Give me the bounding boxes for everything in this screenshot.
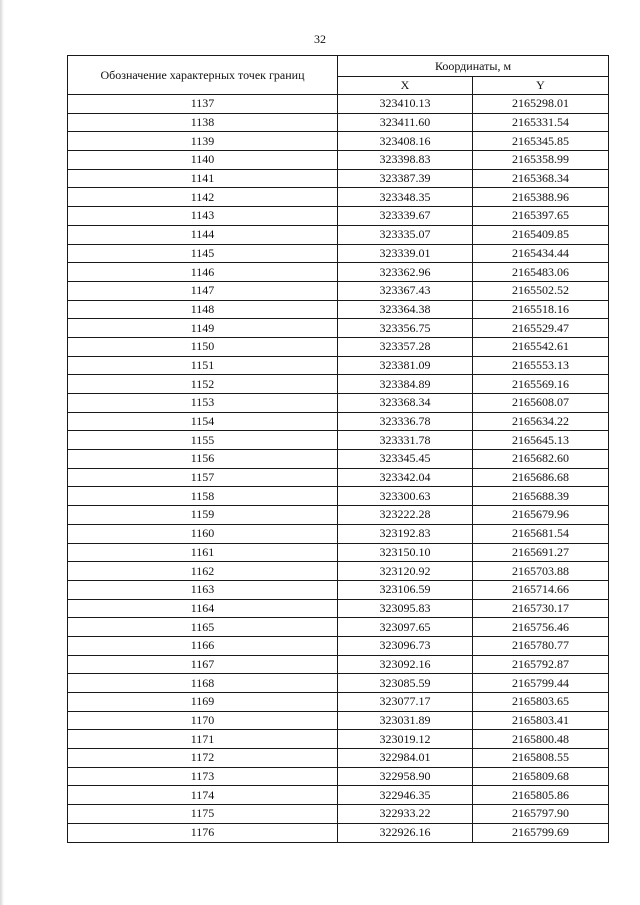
point-designation-cell: 1158	[68, 487, 338, 506]
y-coordinate-cell: 2165409.85	[473, 225, 609, 244]
y-coordinate-cell: 2165792.87	[473, 655, 609, 674]
y-coordinate-cell: 2165645.13	[473, 431, 609, 450]
point-designation-cell: 1159	[68, 506, 338, 525]
x-coordinate-cell: 323364.38	[338, 300, 473, 319]
y-coordinate-cell: 2165358.99	[473, 151, 609, 170]
header-point-designation: Обозначение характерных точек границ	[68, 56, 338, 95]
y-coordinate-cell: 2165756.46	[473, 618, 609, 637]
point-designation-cell: 1165	[68, 618, 338, 637]
table-row	[68, 655, 609, 674]
point-designation-cell: 1169	[68, 693, 338, 712]
y-coordinate-cell: 2165800.48	[473, 730, 609, 749]
table-row	[68, 767, 609, 786]
point-designation-cell: 1152	[68, 375, 338, 394]
table-row	[68, 263, 609, 282]
point-designation-cell: 1154	[68, 412, 338, 431]
table-row	[68, 805, 609, 824]
x-coordinate-cell: 323339.01	[338, 244, 473, 263]
y-coordinate-cell: 2165553.13	[473, 356, 609, 375]
point-designation-cell: 1163	[68, 580, 338, 599]
x-coordinate-cell: 323339.67	[338, 207, 473, 226]
y-coordinate-cell: 2165799.44	[473, 674, 609, 693]
x-coordinate-cell: 323097.65	[338, 618, 473, 637]
point-designation-cell: 1166	[68, 636, 338, 655]
x-coordinate-cell: 323381.09	[338, 356, 473, 375]
table-row	[68, 599, 609, 618]
point-designation-cell: 1161	[68, 543, 338, 562]
y-coordinate-cell: 2165703.88	[473, 562, 609, 581]
coordinates-table	[67, 55, 609, 843]
point-designation-cell: 1167	[68, 655, 338, 674]
table-body	[68, 95, 609, 843]
x-coordinate-cell: 323384.89	[338, 375, 473, 394]
table-row	[68, 95, 609, 114]
table-row	[68, 319, 609, 338]
x-coordinate-cell: 323342.04	[338, 468, 473, 487]
table-row	[68, 506, 609, 525]
point-designation-cell: 1176	[68, 823, 338, 842]
x-coordinate-cell: 323331.78	[338, 431, 473, 450]
page-number: 32	[314, 32, 326, 46]
x-coordinate-cell: 322926.16	[338, 823, 473, 842]
y-coordinate-cell: 2165780.77	[473, 636, 609, 655]
point-designation-cell: 1153	[68, 394, 338, 413]
y-coordinate-cell: 2165681.54	[473, 524, 609, 543]
table-row	[68, 730, 609, 749]
table-row	[68, 375, 609, 394]
y-coordinate-cell: 2165397.65	[473, 207, 609, 226]
table-row	[68, 468, 609, 487]
x-coordinate-cell: 323150.10	[338, 543, 473, 562]
point-designation-cell: 1140	[68, 151, 338, 170]
x-coordinate-cell: 323106.59	[338, 580, 473, 599]
x-coordinate-cell: 323410.13	[338, 95, 473, 114]
x-coordinate-cell: 323019.12	[338, 730, 473, 749]
point-designation-cell: 1174	[68, 786, 338, 805]
table-row	[68, 711, 609, 730]
x-coordinate-cell: 323336.78	[338, 412, 473, 431]
point-designation-cell: 1160	[68, 524, 338, 543]
y-coordinate-cell: 2165803.65	[473, 693, 609, 712]
point-designation-cell: 1148	[68, 300, 338, 319]
y-coordinate-cell: 2165518.16	[473, 300, 609, 319]
y-coordinate-cell: 2165502.52	[473, 281, 609, 300]
point-designation-cell: 1137	[68, 95, 338, 114]
table-row	[68, 412, 609, 431]
x-coordinate-cell: 323357.28	[338, 337, 473, 356]
x-coordinate-cell: 323092.16	[338, 655, 473, 674]
y-coordinate-cell: 2165691.27	[473, 543, 609, 562]
x-coordinate-cell: 322984.01	[338, 749, 473, 768]
point-designation-cell: 1168	[68, 674, 338, 693]
y-coordinate-cell: 2165483.06	[473, 263, 609, 282]
point-designation-cell: 1162	[68, 562, 338, 581]
point-designation-cell: 1164	[68, 599, 338, 618]
y-coordinate-cell: 2165803.41	[473, 711, 609, 730]
table-row	[68, 188, 609, 207]
y-coordinate-cell: 2165809.68	[473, 767, 609, 786]
table-row	[68, 169, 609, 188]
x-coordinate-cell: 323192.83	[338, 524, 473, 543]
x-coordinate-cell: 323077.17	[338, 693, 473, 712]
point-designation-cell: 1146	[68, 263, 338, 282]
y-coordinate-cell: 2165298.01	[473, 95, 609, 114]
table-header	[68, 56, 609, 95]
table-row	[68, 618, 609, 637]
table-row	[68, 543, 609, 562]
table-row	[68, 524, 609, 543]
x-coordinate-cell: 323345.45	[338, 450, 473, 469]
x-coordinate-cell: 323368.34	[338, 394, 473, 413]
x-coordinate-cell: 323300.63	[338, 487, 473, 506]
table-row	[68, 450, 609, 469]
point-designation-cell: 1157	[68, 468, 338, 487]
table-row	[68, 207, 609, 226]
y-coordinate-cell: 2165808.55	[473, 749, 609, 768]
x-coordinate-cell: 323120.92	[338, 562, 473, 581]
point-designation-cell: 1150	[68, 337, 338, 356]
point-designation-cell: 1143	[68, 207, 338, 226]
point-designation-cell: 1172	[68, 749, 338, 768]
x-coordinate-cell: 323356.75	[338, 319, 473, 338]
y-coordinate-cell: 2165679.96	[473, 506, 609, 525]
y-coordinate-cell: 2165434.44	[473, 244, 609, 263]
x-coordinate-cell: 322958.90	[338, 767, 473, 786]
x-coordinate-cell: 323398.83	[338, 151, 473, 170]
point-designation-cell: 1141	[68, 169, 338, 188]
point-designation-cell: 1147	[68, 281, 338, 300]
y-coordinate-cell: 2165542.61	[473, 337, 609, 356]
point-designation-cell: 1170	[68, 711, 338, 730]
x-coordinate-cell: 323411.60	[338, 113, 473, 132]
x-coordinate-cell: 323335.07	[338, 225, 473, 244]
table-row	[68, 300, 609, 319]
table-row	[68, 749, 609, 768]
point-designation-cell: 1138	[68, 113, 338, 132]
table-row	[68, 225, 609, 244]
table-row	[68, 337, 609, 356]
x-coordinate-cell: 323222.28	[338, 506, 473, 525]
point-designation-cell: 1144	[68, 225, 338, 244]
y-coordinate-cell: 2165345.85	[473, 132, 609, 151]
y-coordinate-cell: 2165529.47	[473, 319, 609, 338]
point-designation-cell: 1139	[68, 132, 338, 151]
table-row	[68, 113, 609, 132]
y-coordinate-cell: 2165799.69	[473, 823, 609, 842]
table-row	[68, 431, 609, 450]
point-designation-cell: 1173	[68, 767, 338, 786]
table-row	[68, 151, 609, 170]
table-row	[68, 244, 609, 263]
x-coordinate-cell: 323031.89	[338, 711, 473, 730]
x-coordinate-cell: 323095.83	[338, 599, 473, 618]
x-coordinate-cell: 323096.73	[338, 636, 473, 655]
table-row	[68, 823, 609, 842]
point-designation-cell: 1156	[68, 450, 338, 469]
table-row	[68, 693, 609, 712]
y-coordinate-cell: 2165730.17	[473, 599, 609, 618]
point-designation-cell: 1145	[68, 244, 338, 263]
point-designation-cell: 1149	[68, 319, 338, 338]
y-coordinate-cell: 2165682.60	[473, 450, 609, 469]
table-row	[68, 674, 609, 693]
y-coordinate-cell: 2165388.96	[473, 188, 609, 207]
table-row	[68, 394, 609, 413]
x-coordinate-cell: 323348.35	[338, 188, 473, 207]
header-x: X	[338, 77, 473, 95]
table-row	[68, 487, 609, 506]
point-designation-cell: 1175	[68, 805, 338, 824]
y-coordinate-cell: 2165714.66	[473, 580, 609, 599]
x-coordinate-cell: 323408.16	[338, 132, 473, 151]
table-row	[68, 562, 609, 581]
table-row	[68, 132, 609, 151]
x-coordinate-cell: 323085.59	[338, 674, 473, 693]
point-designation-cell: 1155	[68, 431, 338, 450]
y-coordinate-cell: 2165686.68	[473, 468, 609, 487]
table-row	[68, 786, 609, 805]
header-coordinates: Координаты, м	[338, 56, 609, 77]
scan-edge-shadow	[0, 0, 4, 905]
y-coordinate-cell: 2165569.16	[473, 375, 609, 394]
point-designation-cell: 1151	[68, 356, 338, 375]
table-row	[68, 580, 609, 599]
table-row	[68, 636, 609, 655]
point-designation-cell: 1171	[68, 730, 338, 749]
table-row	[68, 281, 609, 300]
x-coordinate-cell: 322946.35	[338, 786, 473, 805]
y-coordinate-cell: 2165608.07	[473, 394, 609, 413]
point-designation-cell: 1142	[68, 188, 338, 207]
table-row	[68, 356, 609, 375]
y-coordinate-cell: 2165331.54	[473, 113, 609, 132]
x-coordinate-cell: 322933.22	[338, 805, 473, 824]
x-coordinate-cell: 323362.96	[338, 263, 473, 282]
x-coordinate-cell: 323367.43	[338, 281, 473, 300]
y-coordinate-cell: 2165805.86	[473, 786, 609, 805]
y-coordinate-cell: 2165368.34	[473, 169, 609, 188]
y-coordinate-cell: 2165634.22	[473, 412, 609, 431]
y-coordinate-cell: 2165688.39	[473, 487, 609, 506]
y-coordinate-cell: 2165797.90	[473, 805, 609, 824]
header-y: Y	[473, 77, 609, 95]
x-coordinate-cell: 323387.39	[338, 169, 473, 188]
